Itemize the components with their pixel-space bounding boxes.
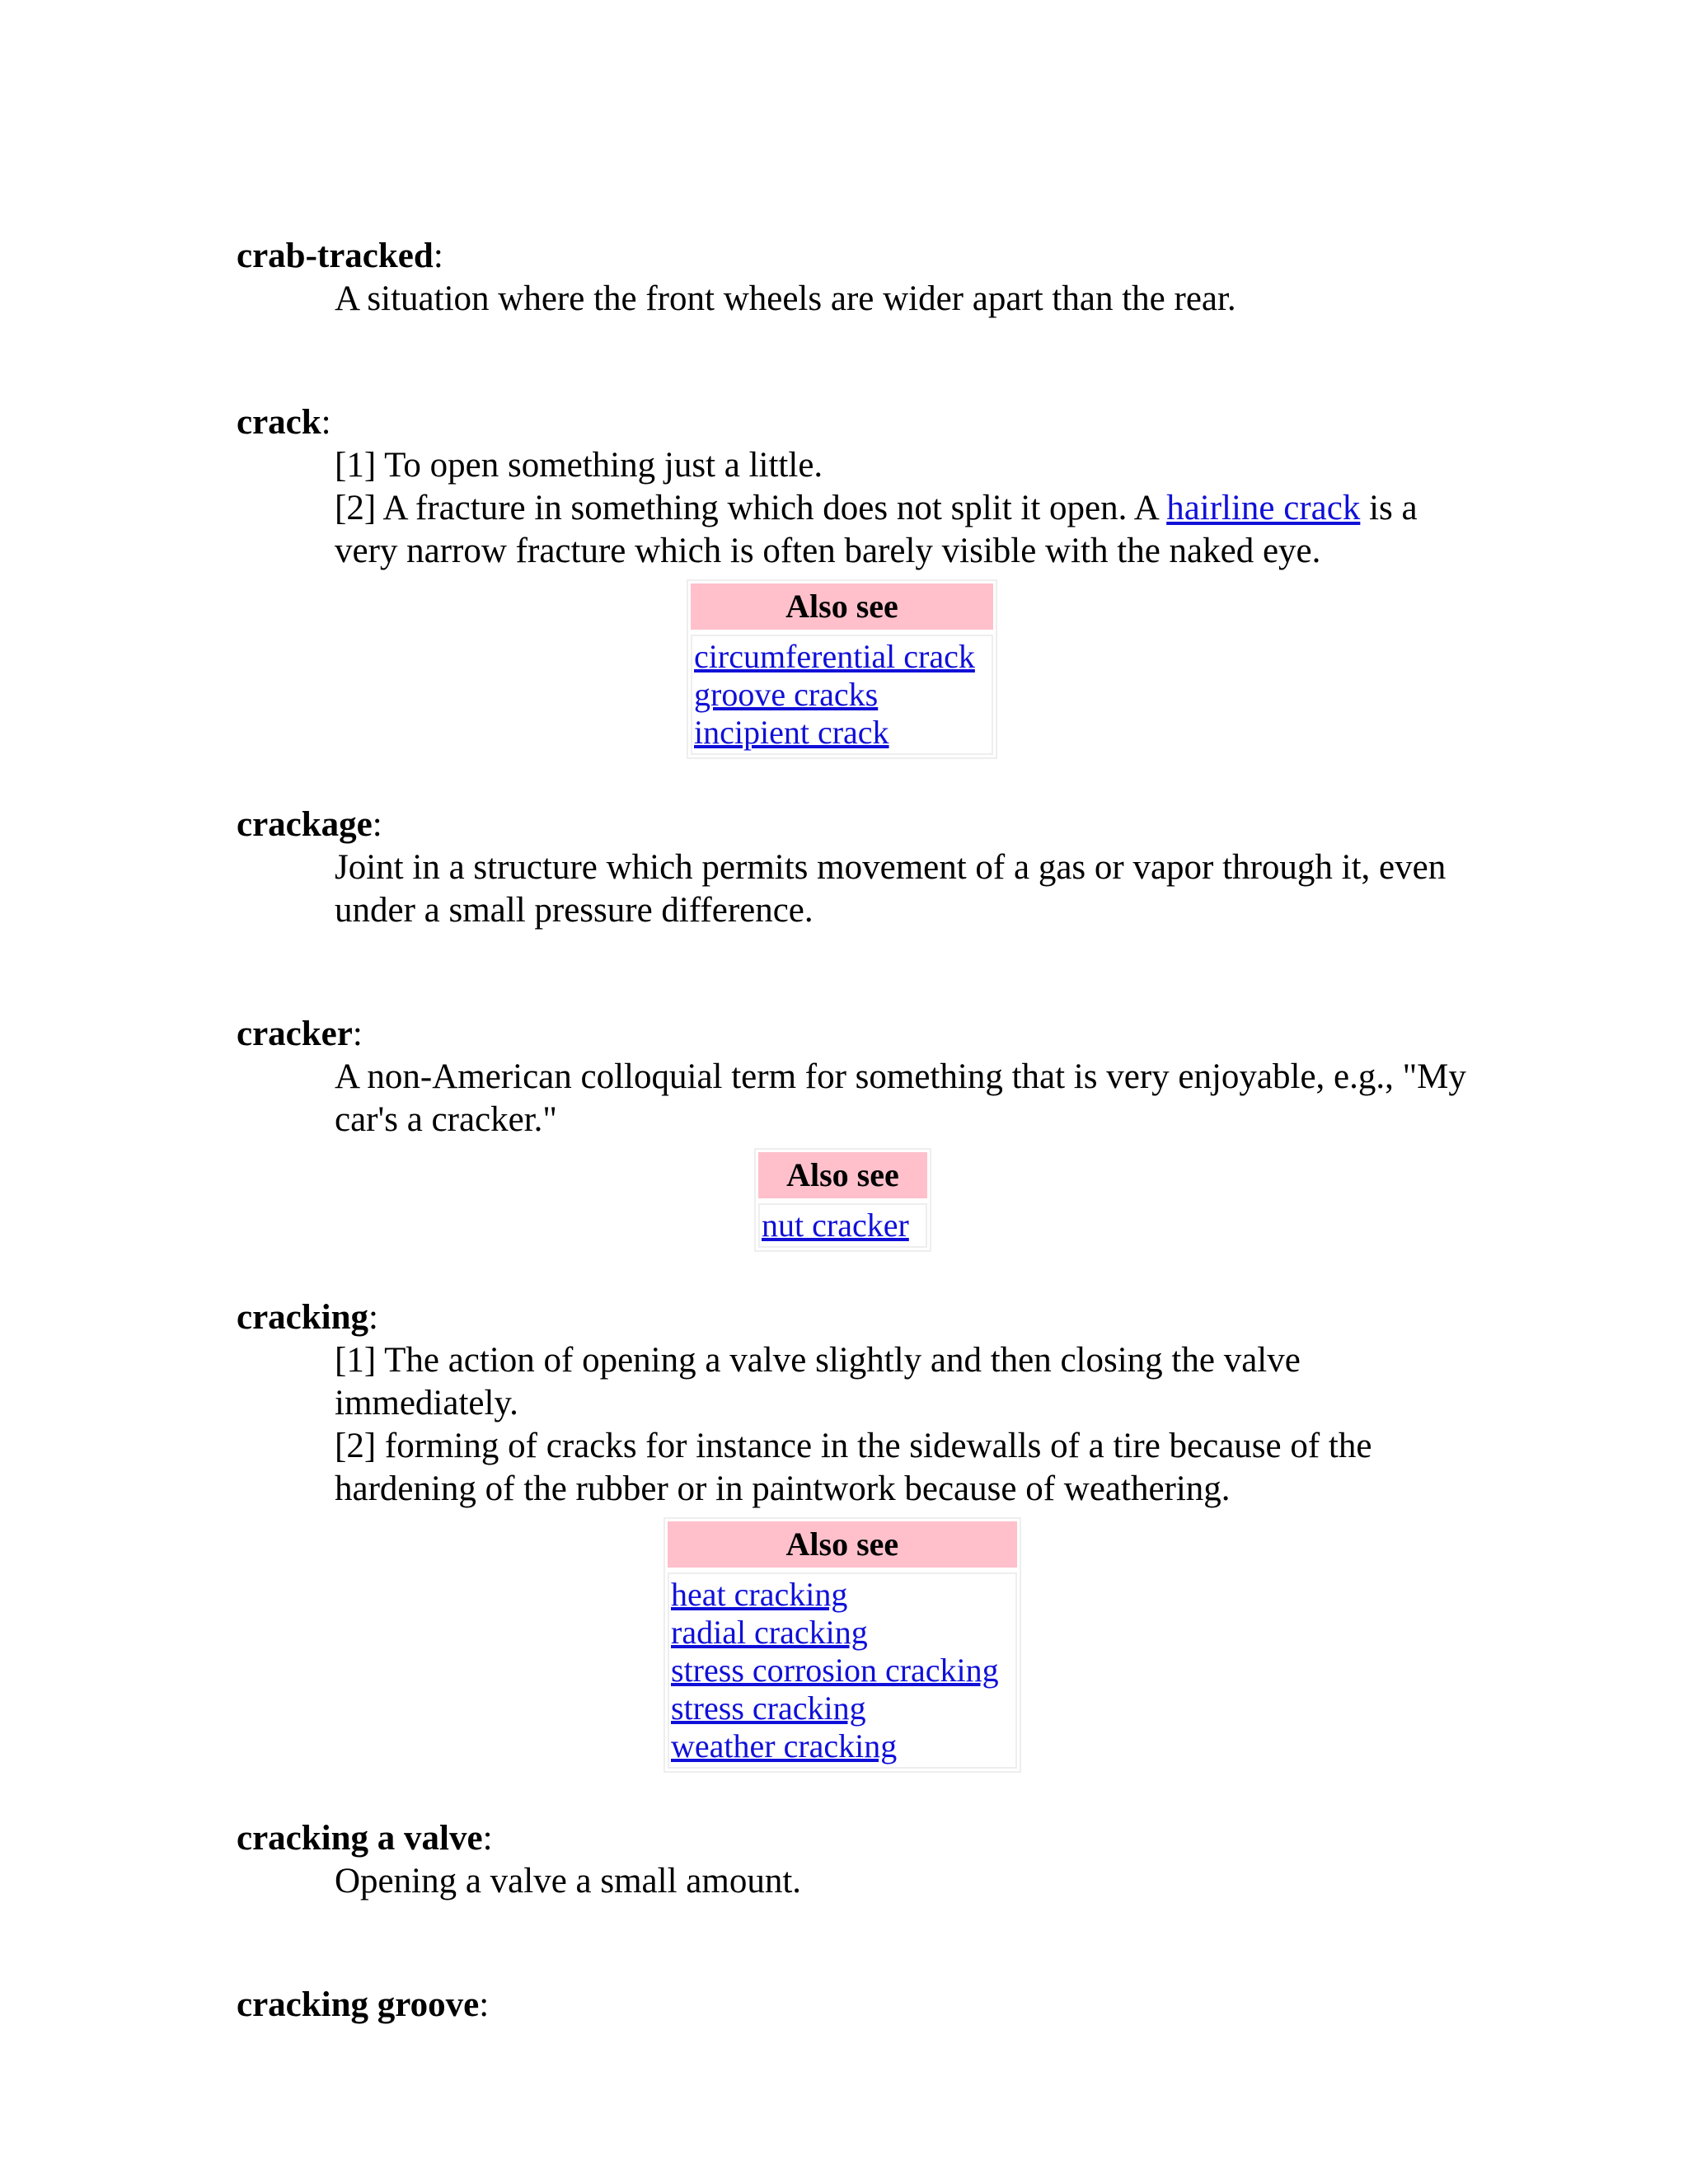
also-see-header: Also see — [758, 1152, 927, 1198]
glossary-entry — [237, 235, 1473, 321]
also-see-box — [754, 1148, 931, 1252]
also-see-box — [663, 1517, 1021, 1773]
term-line: crackage: — [237, 805, 382, 844]
also-see-header: Also see — [668, 1521, 1017, 1568]
also-see-links — [691, 635, 993, 755]
definition-list — [335, 1339, 1472, 1511]
definition-list — [335, 444, 1472, 573]
definition-text: is a very narrow fracture which is often barely visible with the naked eye. — [335, 489, 1418, 570]
also-see-link[interactable]: heat cracking — [671, 1576, 848, 1613]
definition: A non-American colloquial term for something that is very enjoyable, e.g., "My car's a cracker." — [335, 1057, 1466, 1139]
glossary-entry — [237, 1817, 1473, 1903]
definition: [1] To open something just a little. — [335, 446, 823, 485]
definition: [2] forming of cracks for instance in the sidewalls of a tire because of the hardening of the rubber or in paintwork because of weathering. — [335, 1427, 1372, 1508]
also-see-links — [758, 1203, 927, 1248]
term: crab-tracked — [237, 237, 434, 275]
definition: Joint in a structure which permits movement of a gas or vapor through it, even under a small pressure difference. — [335, 848, 1447, 930]
hairline-crack-link[interactable]: hairline crack — [1166, 489, 1361, 527]
also-see-link[interactable]: stress cracking — [671, 1690, 866, 1727]
term: cracking — [237, 1298, 369, 1337]
definition-list — [335, 846, 1472, 932]
term-line: cracking a valve: — [237, 1819, 493, 1858]
definition: A situation where the front wheels are wider apart than the rear. — [335, 279, 1236, 318]
glossary-entry — [237, 1296, 1473, 1773]
term-line: crack: — [237, 403, 331, 442]
glossary-entry — [237, 1013, 1473, 1252]
term: cracking a valve — [237, 1819, 483, 1858]
also-see-links — [668, 1572, 1017, 1769]
definition-list — [335, 1860, 1472, 1903]
glossary-list — [237, 235, 1473, 2027]
term-line: cracker: — [237, 1015, 363, 1053]
also-see-link[interactable]: circumferential crack — [694, 638, 975, 675]
term-line: cracking groove: — [237, 1985, 490, 2024]
also-see-link[interactable]: groove cracks — [694, 676, 879, 713]
term: crackage — [237, 805, 373, 844]
also-see-link[interactable]: stress corrosion cracking — [671, 1652, 999, 1689]
also-see-link[interactable]: weather cracking — [671, 1727, 898, 1765]
definition — [335, 487, 1472, 573]
glossary-entry — [237, 401, 1473, 759]
also-see-box — [687, 579, 997, 759]
glossary-entry — [237, 1984, 1473, 2027]
also-see-link[interactable]: nut cracker — [762, 1207, 909, 1244]
definition: [1] The action of opening a valve slightly and then closing the valve immediately. — [335, 1341, 1301, 1422]
definition: Opening a valve a small amount. — [335, 1862, 802, 1900]
definition-text: [2] A fracture in something which does not split it open. A — [335, 489, 1167, 527]
term-line: crab-tracked: — [237, 237, 443, 275]
term: cracker — [237, 1015, 353, 1053]
glossary-entry — [237, 804, 1473, 932]
also-see-header: Also see — [691, 583, 993, 630]
definition-list — [335, 1056, 1472, 1141]
also-see-link[interactable]: radial cracking — [671, 1614, 868, 1651]
also-see-link[interactable]: incipient crack — [694, 714, 889, 751]
term: cracking groove — [237, 1985, 480, 2024]
term: crack — [237, 403, 321, 442]
definition-list — [335, 278, 1472, 321]
term-line: cracking: — [237, 1298, 378, 1337]
